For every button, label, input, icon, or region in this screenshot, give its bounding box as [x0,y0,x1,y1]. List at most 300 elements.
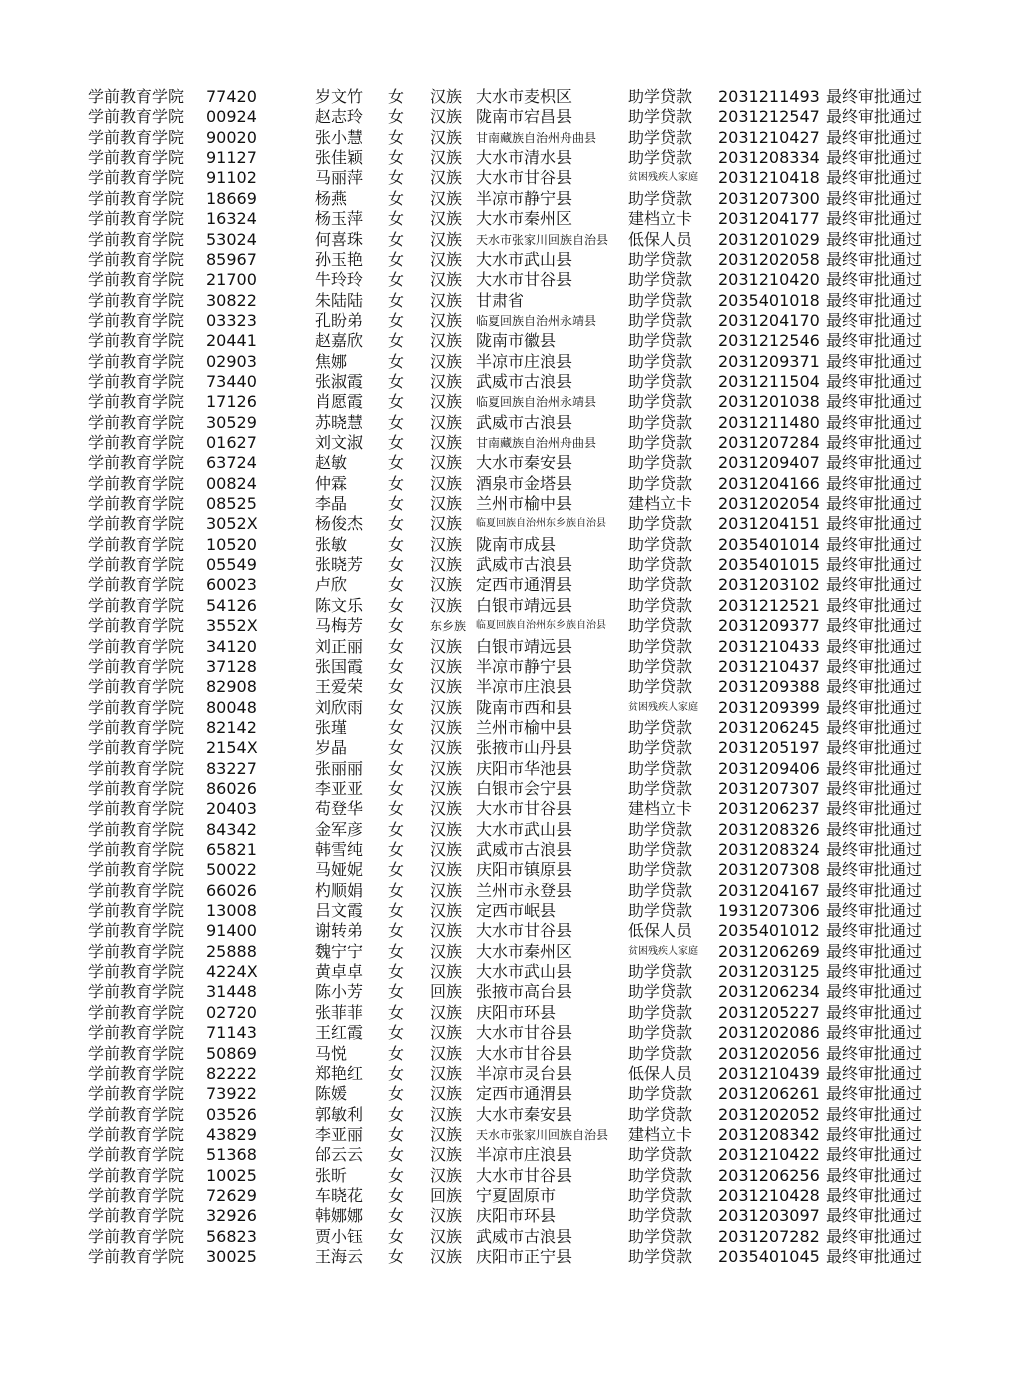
ethnicity-cell: 汉族 [430,412,463,432]
table-row [0,1206,1024,1226]
student-id-cell: 34120 [206,636,257,656]
ethnicity-cell: 汉族 [430,1104,463,1124]
college-cell: 学前教育学院 [88,1002,185,1022]
table-row [0,189,1024,209]
ethnicity-cell: 汉族 [430,799,463,819]
ethnicity-cell: 汉族 [430,290,463,310]
region-cell: 庆阳市正宁县 [476,1247,573,1266]
college-cell: 学前教育学院 [88,1104,185,1124]
ethnicity-cell: 汉族 [430,962,463,982]
college-cell: 学前教育学院 [88,860,185,880]
gender-cell: 女 [388,1002,405,1022]
ethnicity-cell: 汉族 [430,473,463,493]
table-row [0,1227,1024,1247]
aid-type-cell: 助学贷款 [628,575,693,595]
code-cell: 2031206256 [718,1165,820,1185]
gender-cell: 女 [388,453,405,473]
ethnicity-cell: 汉族 [430,901,463,920]
gender-cell: 女 [388,514,405,534]
status-cell: 最终审批通过 [826,331,923,351]
region-cell: 半凉市静宁县 [476,656,573,676]
college-cell: 学前教育学院 [88,616,185,636]
name-cell: 刘欣雨 [315,697,364,717]
student-id-cell: 30529 [206,412,257,432]
name-cell: 赵敏 [315,453,348,473]
status-cell: 最终审批通过 [826,1247,923,1266]
code-cell: 2031211493 [718,87,820,106]
name-cell: 孔盼弟 [315,310,364,330]
region-cell: 兰州市榆中县 [476,494,573,513]
region-cell: 白银市靖远县 [476,636,573,656]
code-cell: 2031210418 [718,168,820,188]
ethnicity-cell: 汉族 [430,270,463,290]
aid-type-cell: 助学贷款 [628,819,693,839]
gender-cell: 女 [388,1124,405,1144]
gender-cell: 女 [388,880,405,900]
name-cell: 谢转弟 [315,921,364,941]
status-cell: 最终审批通过 [826,310,923,330]
gender-cell: 女 [388,270,405,290]
status-cell: 最终审批通过 [826,677,923,697]
code-cell: 2031210422 [718,1145,820,1165]
table-row [0,555,1024,575]
gender-cell: 女 [388,392,405,412]
student-id-cell: 21700 [206,270,257,290]
aid-type-cell: 助学贷款 [628,636,693,656]
student-id-cell: 65821 [206,840,257,859]
status-cell: 最终审批通过 [826,1226,923,1246]
student-id-cell: 50869 [206,1043,257,1063]
gender-cell: 女 [388,1063,405,1083]
aid-type-cell: 低保人员 [628,229,693,249]
ethnicity-cell: 汉族 [430,880,463,900]
region-cell: 定西市通渭县 [476,1084,573,1104]
college-cell: 学前教育学院 [88,494,185,513]
status-cell: 最终审批通过 [826,249,923,269]
name-cell: 岁文竹 [315,87,364,106]
student-id-cell: 05549 [206,555,257,574]
table-row [0,799,1024,819]
region-cell: 张掖市山丹县 [476,738,573,758]
student-id-cell: 37128 [206,656,257,676]
ethnicity-cell: 汉族 [430,188,463,208]
ethnicity-cell: 汉族 [430,1043,463,1063]
college-cell: 学前教育学院 [88,331,185,351]
region-cell: 宁夏固原市 [476,1185,557,1205]
region-cell: 临夏回族自治州东乡族自治县 [476,518,606,530]
table-row [0,352,1024,372]
college-cell: 学前教育学院 [88,901,185,920]
gender-cell: 女 [388,249,405,269]
region-cell: 庆阳市镇原县 [476,860,573,880]
region-cell: 武威市古浪县 [476,371,573,391]
status-cell: 最终审批通过 [826,1023,923,1043]
ethnicity-cell: 汉族 [430,249,463,269]
status-cell: 最终审批通过 [826,229,923,249]
name-cell: 张佳颖 [315,148,364,168]
gender-cell: 女 [388,473,405,493]
code-cell: 2031201029 [718,229,820,249]
status-cell: 最终审批通过 [826,595,923,615]
college-cell: 学前教育学院 [88,555,185,574]
college-cell: 学前教育学院 [88,87,185,106]
table-row [0,657,1024,677]
table-row [0,392,1024,412]
student-id-cell: 20441 [206,331,257,351]
college-cell: 学前教育学院 [88,310,185,330]
student-id-cell: 43829 [206,1124,257,1144]
gender-cell: 女 [388,901,405,920]
code-cell: 2031209407 [718,453,820,473]
student-id-cell: 16324 [206,209,257,229]
name-cell: 贾小钰 [315,1226,364,1246]
region-cell: 定西市通渭县 [476,575,573,595]
name-cell: 杨燕 [315,188,348,208]
table-row [0,494,1024,514]
region-cell: 陇南市宕昌县 [476,107,573,127]
college-cell: 学前教育学院 [88,941,185,961]
region-cell: 大水市武山县 [476,962,573,982]
gender-cell: 女 [388,1043,405,1063]
gender-cell: 女 [388,941,405,961]
name-cell: 张瑾 [315,717,348,737]
gender-cell: 女 [388,1165,405,1185]
college-cell: 学前教育学院 [88,921,185,941]
table-row [0,901,1024,921]
code-cell: 2031202052 [718,1104,820,1124]
table-row [0,575,1024,595]
region-cell: 甘肃省 [476,290,525,310]
code-cell: 2035401012 [718,921,820,941]
status-cell: 最终审批通过 [826,534,923,554]
code-cell: 2031210428 [718,1185,820,1205]
student-id-cell: 3552X [206,616,258,636]
college-cell: 学前教育学院 [88,595,185,615]
gender-cell: 女 [388,616,405,636]
gender-cell: 女 [388,982,405,1002]
ethnicity-cell: 回族 [430,1185,463,1205]
college-cell: 学前教育学院 [88,1247,185,1266]
table-row [0,230,1024,250]
aid-type-cell: 助学贷款 [628,1145,693,1165]
name-cell: 苏晓慧 [315,412,364,432]
student-id-cell: 91400 [206,921,257,941]
student-id-cell: 01627 [206,433,257,452]
status-cell: 最终审批通过 [826,962,923,982]
aid-type-cell: 助学贷款 [628,962,693,982]
table-row [0,779,1024,799]
name-cell: 李亚丽 [315,1124,364,1144]
gender-cell: 女 [388,148,405,168]
student-id-cell: 60023 [206,575,257,595]
aid-type-cell: 助学贷款 [628,656,693,676]
name-cell: 卢欣 [315,575,348,595]
name-cell: 张丽丽 [315,758,364,778]
name-cell: 张淑霞 [315,371,364,391]
table-row [0,982,1024,1002]
name-cell: 孙玉艳 [315,249,364,269]
region-cell: 大水市秦安县 [476,1104,573,1124]
code-cell: 2031210437 [718,656,820,676]
status-cell: 最终审批通过 [826,636,923,656]
table-row [0,1023,1024,1043]
aid-type-cell: 助学贷款 [628,1084,693,1104]
code-cell: 2031207300 [718,188,820,208]
aid-type-cell: 助学贷款 [628,840,693,859]
aid-type-cell: 助学贷款 [628,148,693,168]
gender-cell: 女 [388,371,405,391]
region-cell: 半凉市静宁县 [476,188,573,208]
status-cell: 最终审批通过 [826,921,923,941]
region-cell: 天水市张家川回族自治县 [476,1127,609,1142]
code-cell: 2031206261 [718,1084,820,1104]
region-cell: 庆阳市华池县 [476,758,573,778]
aid-type-cell: 助学贷款 [628,412,693,432]
code-cell: 2035401014 [718,534,820,554]
table-row [0,372,1024,392]
student-id-cell: 83227 [206,758,257,778]
table-row [0,107,1024,127]
region-cell: 临夏回族自治州永靖县 [476,313,597,328]
ethnicity-cell: 汉族 [430,310,463,330]
college-cell: 学前教育学院 [88,290,185,310]
student-id-cell: 84342 [206,819,257,839]
table-row [0,1105,1024,1125]
status-cell: 最终审批通过 [826,819,923,839]
gender-cell: 女 [388,840,405,859]
code-cell: 2031204166 [718,473,820,493]
student-id-cell: 77420 [206,87,257,106]
table-row [0,860,1024,880]
status-cell: 最终审批通过 [826,1206,923,1226]
ethnicity-cell: 汉族 [430,148,463,168]
table-row [0,881,1024,901]
code-cell: 2031208324 [718,840,820,859]
ethnicity-cell: 东乡族 [430,619,467,634]
aid-type-cell: 助学贷款 [628,860,693,880]
gender-cell: 女 [388,799,405,819]
status-cell: 最终审批通过 [826,270,923,290]
table-row [0,128,1024,148]
region-cell: 大水市甘谷县 [476,799,573,819]
college-cell: 学前教育学院 [88,514,185,534]
name-cell: 牛玲玲 [315,270,364,290]
aid-type-cell: 建档立卡 [628,494,693,513]
region-cell: 大水市甘谷县 [476,1165,573,1185]
aid-type-cell: 助学贷款 [628,738,693,758]
status-cell: 最终审批通过 [826,575,923,595]
student-id-cell: 71143 [206,1023,257,1043]
student-id-cell: 20403 [206,799,257,819]
code-cell: 2031207307 [718,778,820,798]
ethnicity-cell: 汉族 [430,778,463,798]
ethnicity-cell: 汉族 [430,392,463,412]
student-id-cell: 10025 [206,1165,257,1185]
aid-type-cell: 助学贷款 [628,595,693,615]
table-row [0,820,1024,840]
code-cell: 2031203102 [718,575,820,595]
gender-cell: 女 [388,534,405,554]
college-cell: 学前教育学院 [88,1185,185,1205]
region-cell: 半凉市灵台县 [476,1063,573,1083]
college-cell: 学前教育学院 [88,677,185,697]
name-cell: 赵嘉欣 [315,331,364,351]
name-cell: 马娅妮 [315,860,364,880]
table-row [0,413,1024,433]
status-cell: 最终审批通过 [826,188,923,208]
status-cell: 最终审批通过 [826,168,923,188]
aid-type-cell: 助学贷款 [628,107,693,127]
name-cell: 苟登华 [315,799,364,819]
status-cell: 最终审批通过 [826,656,923,676]
name-cell: 李亚亚 [315,778,364,798]
ethnicity-cell: 汉族 [430,1023,463,1043]
aid-type-cell: 助学贷款 [628,188,693,208]
ethnicity-cell: 汉族 [430,1124,463,1144]
status-cell: 最终审批通过 [826,758,923,778]
code-cell: 2031209377 [718,616,820,636]
status-cell: 最终审批通过 [826,860,923,880]
college-cell: 学前教育学院 [88,1226,185,1246]
name-cell: 马梅芳 [315,616,364,636]
status-cell: 最终审批通过 [826,371,923,391]
aid-type-cell: 贫困残疾人家庭 [628,701,698,713]
aid-type-cell: 助学贷款 [628,901,693,920]
gender-cell: 女 [388,758,405,778]
aid-type-cell: 助学贷款 [628,758,693,778]
status-cell: 最终审批通过 [826,697,923,717]
student-id-cell: 03526 [206,1104,257,1124]
ethnicity-cell: 汉族 [430,636,463,656]
region-cell: 武威市古浪县 [476,555,573,574]
aid-type-cell: 助学贷款 [628,1002,693,1022]
student-id-cell: 10520 [206,534,257,554]
gender-cell: 女 [388,1247,405,1266]
aid-type-cell: 助学贷款 [628,433,693,452]
college-cell: 学前教育学院 [88,371,185,391]
college-cell: 学前教育学院 [88,1165,185,1185]
name-cell: 马丽萍 [315,168,364,188]
aid-type-cell: 助学贷款 [628,1247,693,1266]
region-cell: 大水市甘谷县 [476,1043,573,1063]
code-cell: 2031207308 [718,860,820,880]
code-cell: 2031209388 [718,677,820,697]
code-cell: 2031203125 [718,962,820,982]
name-cell: 陈小芳 [315,982,364,1002]
student-id-cell: 13008 [206,901,257,920]
ethnicity-cell: 汉族 [430,1145,463,1165]
code-cell: 2035401018 [718,290,820,310]
student-id-cell: 56823 [206,1226,257,1246]
gender-cell: 女 [388,921,405,941]
aid-type-cell: 建档立卡 [628,209,693,229]
region-cell: 武威市古浪县 [476,1226,573,1246]
ethnicity-cell: 汉族 [430,1063,463,1083]
region-cell: 天水市张家川回族自治县 [476,232,609,247]
ethnicity-cell: 汉族 [430,717,463,737]
aid-type-cell: 助学贷款 [628,290,693,310]
aid-type-cell: 助学贷款 [628,127,693,147]
college-cell: 学前教育学院 [88,738,185,758]
code-cell: 2031205197 [718,738,820,758]
region-cell: 甘南藏族自治州舟曲县 [476,436,597,450]
aid-type-cell: 助学贷款 [628,392,693,412]
name-cell: 张敏 [315,534,348,554]
status-cell: 最终审批通过 [826,453,923,473]
college-cell: 学前教育学院 [88,1023,185,1043]
gender-cell: 女 [388,1104,405,1124]
table-row [0,1186,1024,1206]
student-id-cell: 85967 [206,249,257,269]
aid-type-cell: 助学贷款 [628,87,693,106]
ethnicity-cell: 汉族 [430,1247,463,1266]
ethnicity-cell: 汉族 [430,758,463,778]
aid-type-cell: 助学贷款 [628,514,693,534]
ethnicity-cell: 汉族 [430,941,463,961]
student-id-cell: 63724 [206,453,257,473]
status-cell: 最终审批通过 [826,87,923,106]
code-cell: 2031209371 [718,351,820,371]
status-cell: 最终审批通过 [826,209,923,229]
table-row [0,698,1024,718]
table-row [0,453,1024,473]
status-cell: 最终审批通过 [826,1145,923,1165]
name-cell: 李晶 [315,494,348,513]
gender-cell: 女 [388,290,405,310]
region-cell: 大水市甘谷县 [476,1023,573,1043]
name-cell: 韩雪纯 [315,840,364,859]
code-cell: 2031205227 [718,1002,820,1022]
gender-cell: 女 [388,575,405,595]
table-row [0,1166,1024,1186]
region-cell: 半凉市庄浪县 [476,1145,573,1165]
table-row [0,616,1024,636]
aid-type-cell: 助学贷款 [628,717,693,737]
table-row [0,942,1024,962]
status-cell: 最终审批通过 [826,148,923,168]
status-cell: 最终审批通过 [826,778,923,798]
region-cell: 甘南藏族自治州舟曲县 [476,130,597,145]
gender-cell: 女 [388,717,405,737]
status-cell: 最终审批通过 [826,494,923,513]
ethnicity-cell: 汉族 [430,168,463,188]
status-cell: 最终审批通过 [826,473,923,493]
status-cell: 最终审批通过 [826,412,923,432]
college-cell: 学前教育学院 [88,778,185,798]
student-id-cell: 30822 [206,290,257,310]
aid-type-cell: 助学贷款 [628,1043,693,1063]
name-cell: 王海云 [315,1247,364,1266]
aid-type-cell: 助学贷款 [628,616,693,636]
college-cell: 学前教育学院 [88,270,185,290]
ethnicity-cell: 汉族 [430,494,463,513]
aid-type-cell: 助学贷款 [628,473,693,493]
status-cell: 最终审批通过 [826,941,923,961]
status-cell: 最终审批通过 [826,392,923,412]
gender-cell: 女 [388,860,405,880]
gender-cell: 女 [388,1226,405,1246]
aid-type-cell: 助学贷款 [628,880,693,900]
ethnicity-cell: 汉族 [430,331,463,351]
name-cell: 刘文淑 [315,433,364,452]
name-cell: 仲霖 [315,473,348,493]
region-cell: 大水市武山县 [476,819,573,839]
college-cell: 学前教育学院 [88,962,185,982]
region-cell: 兰州市榆中县 [476,717,573,737]
table-row [0,311,1024,331]
name-cell: 魏宁宁 [315,941,364,961]
student-id-cell: 17126 [206,392,257,412]
